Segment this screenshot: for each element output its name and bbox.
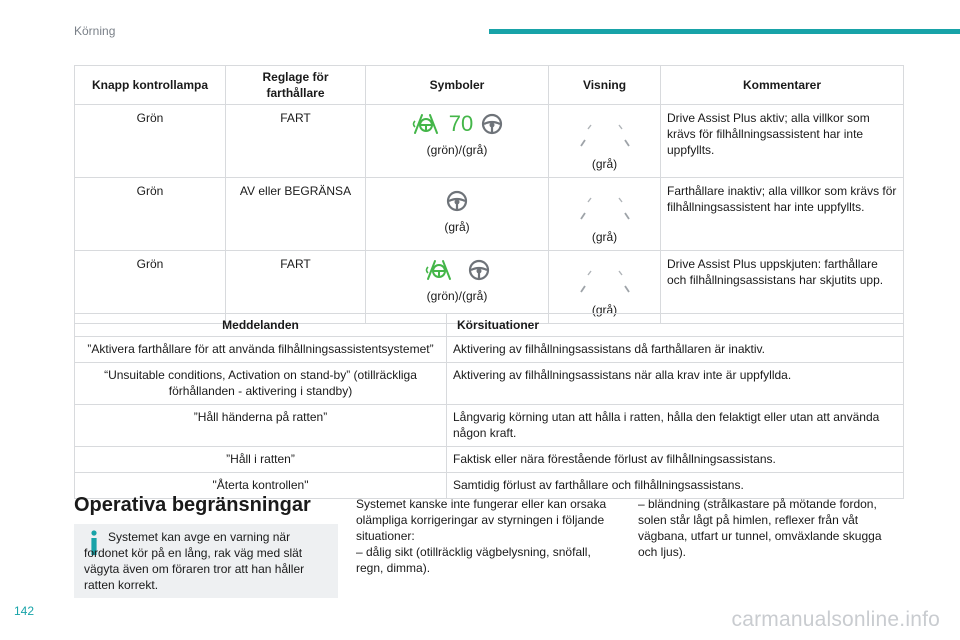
comment-cell: Drive Assist Plus aktiv; alla villkor som krävs för filhållningsassistent har inte uppfyllts.: [661, 105, 904, 178]
body-list-item: – bländning (strålkastare på mötande fordon, solen står lågt på himlen, reflexer från våt vägbana, utfart ur tunnel, omväxlande skugga och ljus).: [638, 497, 882, 559]
display-caption: (grå): [591, 303, 618, 317]
table-row: [75, 447, 904, 473]
page-number: 142: [14, 604, 35, 618]
body-column-2: [356, 496, 621, 576]
display-cell: [549, 178, 661, 251]
lane-assist-icon: [424, 258, 454, 282]
message-cell: ”Håll händerna på ratten”: [75, 405, 447, 447]
column-header: Knapp kontrollampa: [75, 66, 226, 105]
cruise-control-cell: AV eller BEGRÄNSA: [226, 178, 366, 251]
body-paragraph: Systemet kanske inte fungerar eller kan orsaka olämpliga korrigeringar av styrningen i följande situationer:: [356, 497, 607, 543]
info-box: [74, 524, 338, 598]
running-header: Körning: [74, 24, 116, 38]
lane-assist-icon: [411, 112, 441, 136]
body-list-item: – dålig sikt (otillräcklig vägbelysning, snöfall, regn, dimma).: [356, 545, 591, 575]
table-row: [75, 405, 904, 447]
table-row: [75, 178, 904, 251]
button-indicator-cell: Grön: [75, 251, 226, 324]
steering-wheel-icon: [446, 190, 468, 212]
display-caption: (grå): [591, 157, 618, 171]
message-cell: ”Håll i ratten”: [75, 447, 447, 473]
lane-lines-icon: [575, 189, 635, 229]
lane-lines-icon: [575, 262, 635, 302]
symbols-cell: [366, 178, 549, 251]
steering-wheel-icon: [468, 259, 490, 281]
info-text: Systemet kan avge en varning när fordonet kör på en lång, rak väg med slät vägyta även om föraren tror att han håller ratten korrekt.: [84, 530, 305, 592]
message-cell: ”Aktivera farthållare för att använda filhållningsassistentsystemet”: [75, 337, 447, 363]
cruise-control-cell: FART: [226, 105, 366, 178]
steering-wheel-icon: [481, 113, 503, 135]
situation-cell: Faktisk eller nära förestående förlust av filhållningsassistans.: [447, 447, 904, 473]
symbols-cell: [366, 105, 549, 178]
situation-cell: Aktivering av filhållningsassistans då farthållaren är inaktiv.: [447, 337, 904, 363]
display-caption: (grå): [591, 230, 618, 244]
indicator-table: [74, 65, 904, 324]
situation-cell: Aktivering av filhållningsassistans när alla krav inte är uppfyllda.: [447, 363, 904, 405]
situation-cell: Samtidig förlust av farthållare och filhållningsassistans.: [447, 473, 904, 499]
speed-value: 70: [448, 111, 474, 136]
table-row: [75, 105, 904, 178]
column-header: Symboler: [366, 66, 549, 105]
button-indicator-cell: Grön: [75, 105, 226, 178]
column-header: Kommentarer: [661, 66, 904, 105]
messages-table: [74, 313, 904, 499]
watermark: carmanualsonline.info: [731, 608, 940, 631]
symbol-caption: (grön)/(grå): [426, 143, 488, 157]
display-cell: [549, 105, 661, 178]
table-row: [75, 337, 904, 363]
column-header: Reglage för farthållare: [226, 66, 366, 105]
column-header: Körsituationer: [447, 314, 904, 337]
indicator-table-header: [75, 66, 904, 105]
lane-lines-icon: [575, 116, 635, 156]
column-header: Meddelanden: [75, 314, 447, 337]
button-indicator-cell: Grön: [75, 178, 226, 251]
column-header: Visning: [549, 66, 661, 105]
section-title: Operativa begränsningar: [74, 494, 311, 516]
body-column-3: [638, 496, 890, 560]
header-accent-bar: [489, 29, 960, 34]
cruise-control-cell: FART: [226, 251, 366, 324]
comment-cell: Drive Assist Plus uppskjuten: farthållare och filhållningsassistans har skjutits upp.: [661, 251, 904, 324]
message-cell: "Återta kontrollen": [75, 473, 447, 499]
symbol-caption: (grå): [444, 220, 470, 234]
situation-cell: Långvarig körning utan att hålla i ratten, hålla den felaktigt eller utan att använda någon kraft.: [447, 405, 904, 447]
comment-cell: Farthållare inaktiv; alla villkor som krävs för filhållningsassistent har inte uppfyllts.: [661, 178, 904, 251]
symbol-caption: (grön)/(grå): [426, 289, 488, 303]
messages-table-header: [75, 314, 904, 337]
table-row: [75, 363, 904, 405]
message-cell: “Unsuitable conditions, Activation on stand-by” (otillräckliga förhållanden - aktivering i standby): [75, 363, 447, 405]
